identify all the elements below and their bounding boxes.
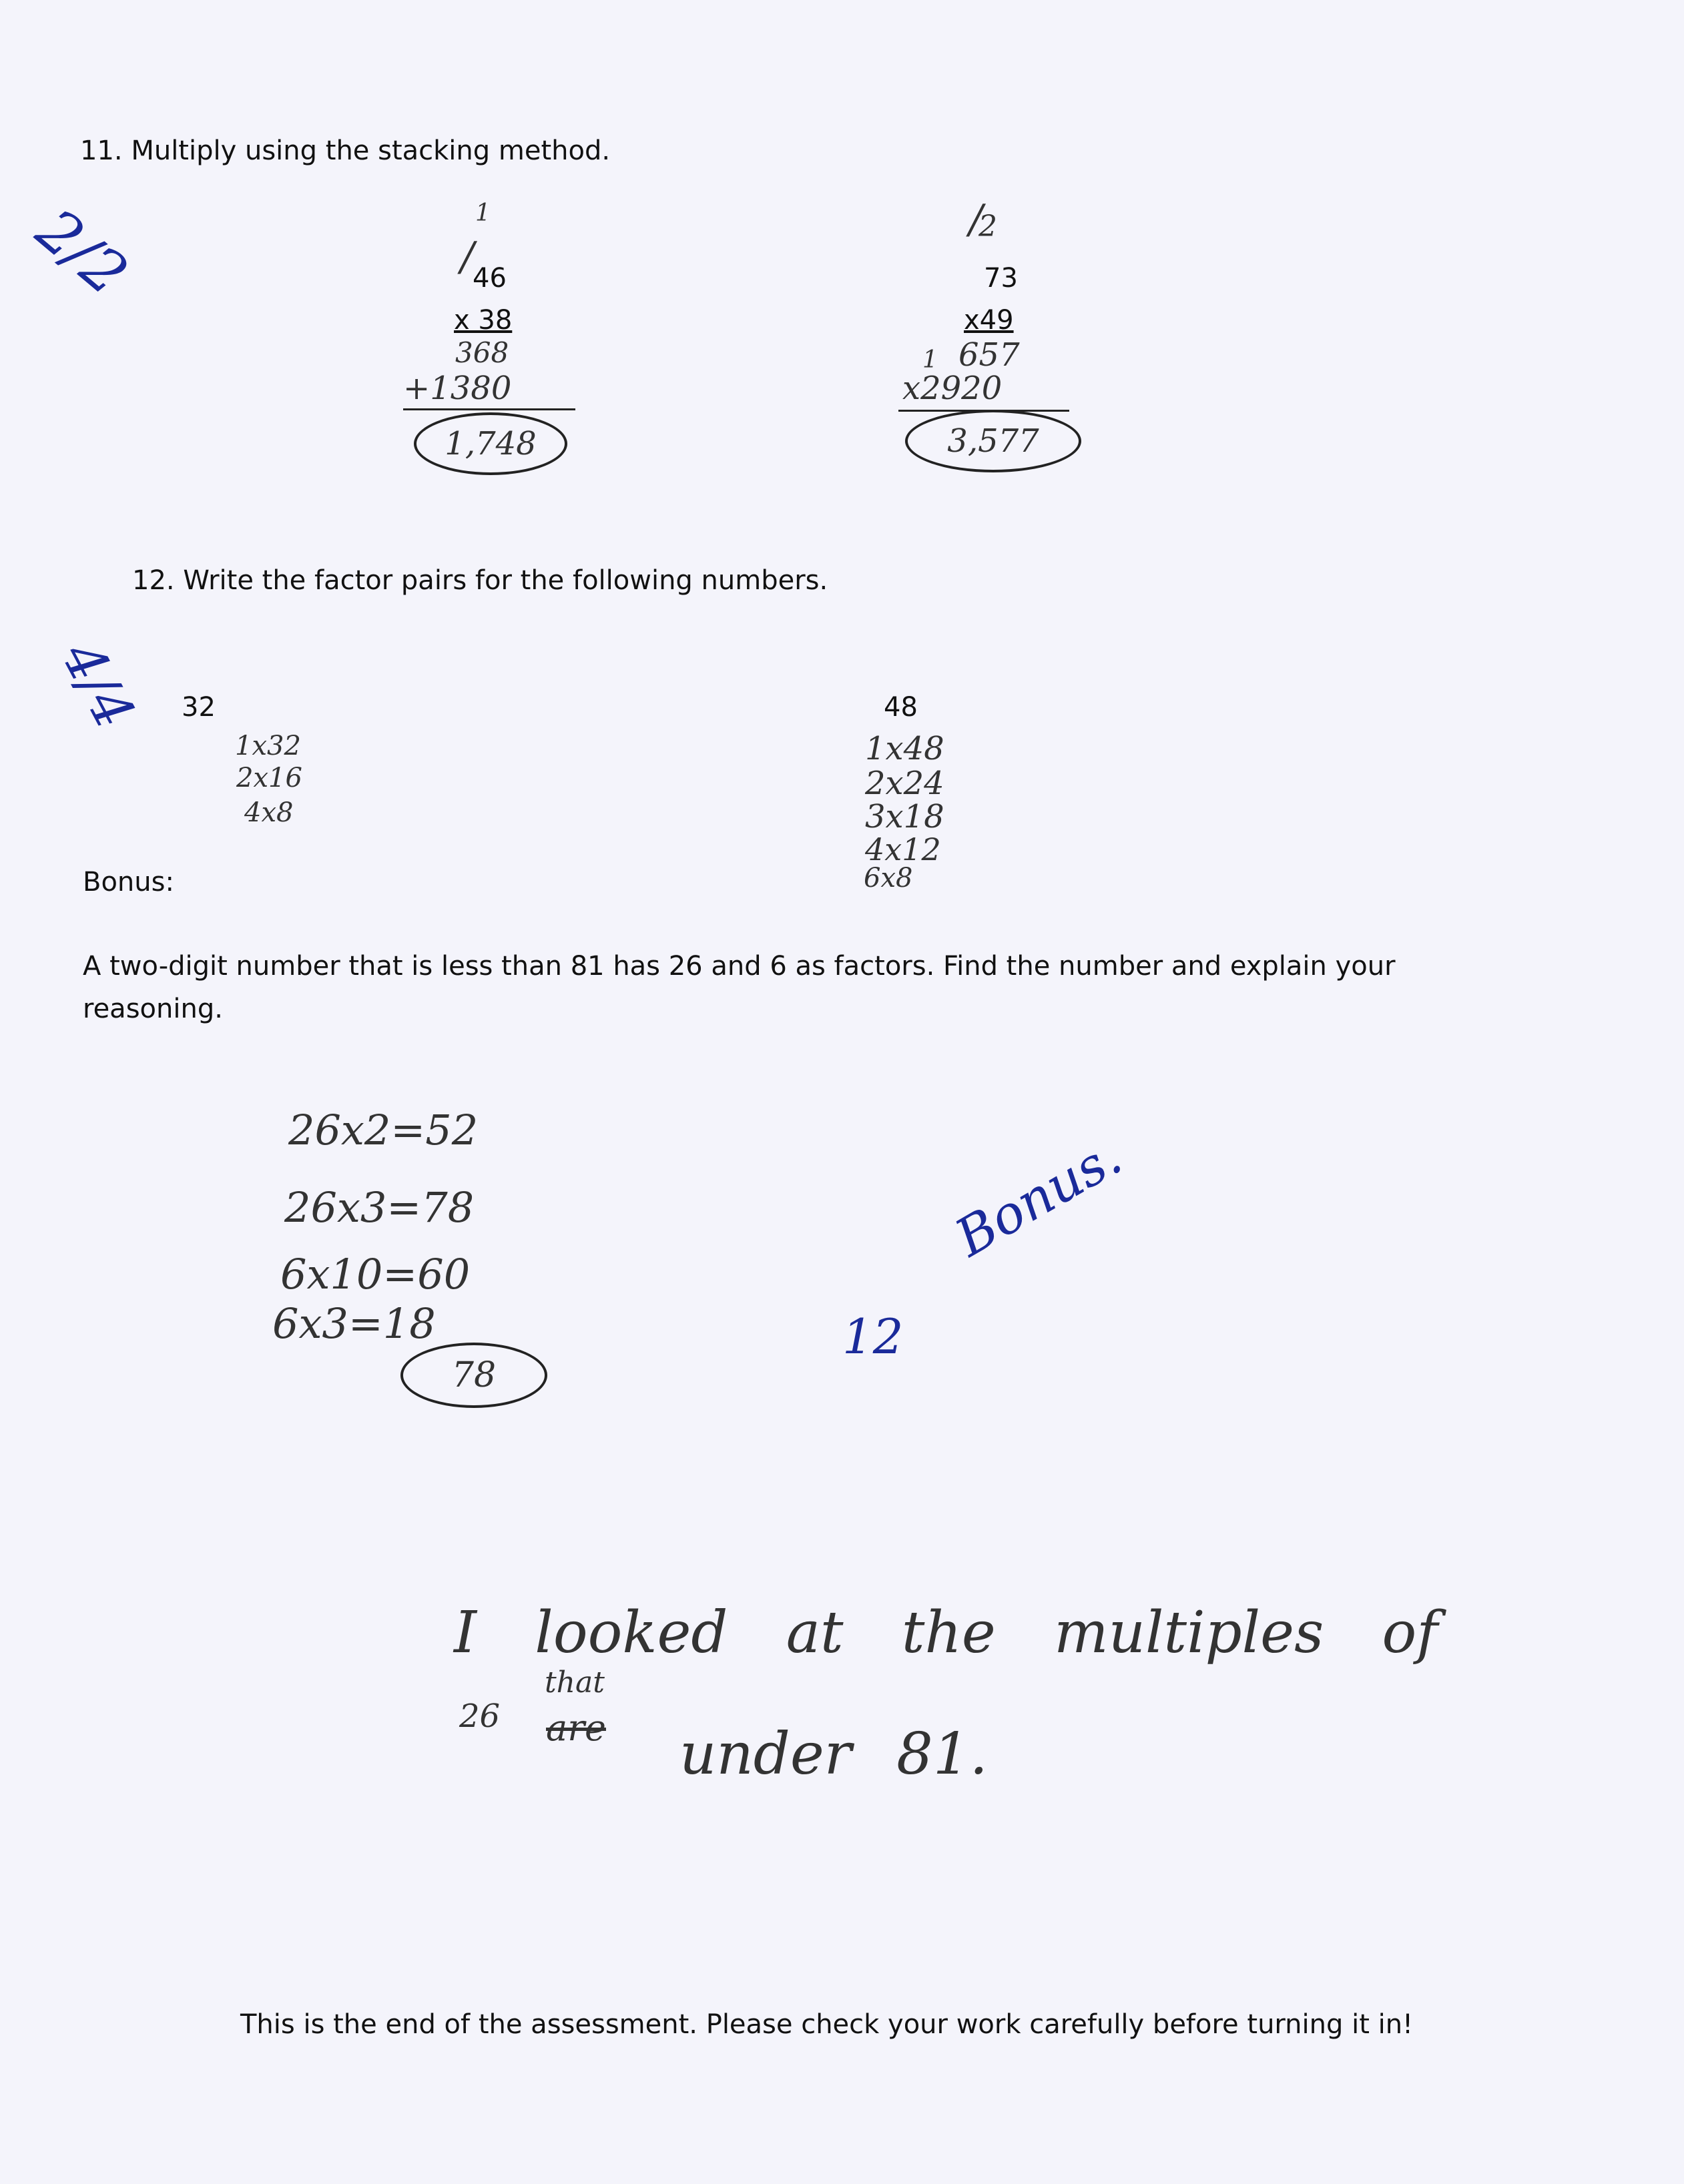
bonus-explanation-insert: that <box>545 1666 605 1700</box>
bonus-explanation-26: 26 <box>459 1698 501 1735</box>
q12a-pair-1: 1x32 <box>235 731 301 761</box>
q12-score: 4/4 <box>49 631 147 739</box>
bonus-work-4: 6x3=18 <box>272 1299 436 1348</box>
bonus-grader-mark: Bonus. <box>946 1126 1132 1269</box>
footer-note: This is the end of the assessment. Please check your work carefully before turning it in! <box>240 2009 1414 2040</box>
bonus-answer-circle <box>400 1343 547 1408</box>
bonus-question-line-2: reasoning. <box>83 994 223 1024</box>
q11a-sum-line <box>403 408 575 410</box>
q11b-multiplier: x49 <box>964 305 1014 336</box>
q12a-pair-3: 4x8 <box>244 797 294 828</box>
q11a-carry: 1 <box>475 200 491 227</box>
q12b-pair-3: 3x18 <box>865 798 944 835</box>
q11a-partial-2: +1380 <box>403 370 512 407</box>
bonus-work-1: 26x2=52 <box>288 1106 479 1154</box>
q11-score: 2/2 <box>24 195 141 309</box>
bonus-work-3: 6x10=60 <box>280 1250 471 1299</box>
q12a-pair-2: 2x16 <box>236 763 302 793</box>
bonus-label: Bonus: <box>83 867 174 897</box>
bonus-grader-score: 12 <box>842 1309 904 1365</box>
q11a-multiplicand-strike: / <box>461 234 475 280</box>
q11b-partial-1-carry: 1 <box>922 346 938 374</box>
bonus-answer: 78 <box>451 1355 497 1395</box>
bonus-work-2: 26x3=78 <box>284 1183 475 1232</box>
q12-prompt: 12. Write the factor pairs for the following numbers. <box>132 565 828 596</box>
q11b-carry: 2 <box>978 210 997 244</box>
q12a-number: 32 <box>182 692 216 723</box>
bonus-explanation-crossed: are <box>546 1707 606 1749</box>
q11a-answer: 1,748 <box>445 425 537 462</box>
q12b-pair-1: 1x48 <box>865 730 944 767</box>
q11b-multiplicand: 73 <box>984 263 1018 294</box>
bonus-explanation-line-2: under 81. <box>679 1721 988 1788</box>
q11b-answer: 3,577 <box>947 422 1039 460</box>
q12b-pair-4: 4x12 <box>865 831 941 867</box>
q11a-partial-1: 368 <box>455 336 509 369</box>
q11-prompt: 11. Multiply using the stacking method. <box>80 135 611 166</box>
q12b-number: 48 <box>884 692 918 723</box>
q12b-pair-5: 6x8 <box>864 863 913 893</box>
bonus-question-line-1: A two-digit number that is less than 81 has 26 and 6 as factors. Find the number and explain your <box>83 951 1396 982</box>
q11a-multiplicand: 46 <box>473 263 507 294</box>
q11b-partial-1: 657 <box>958 336 1020 374</box>
q11b-answer-circle <box>905 410 1081 472</box>
q11b-carry-strike: / <box>969 196 983 243</box>
q12b-pair-2: 2x24 <box>865 765 944 802</box>
q11a-multiplier: x 38 <box>454 305 513 336</box>
bonus-explanation-line-1: I looked at the multiples of <box>454 1599 1438 1666</box>
q11a-answer-circle <box>414 412 567 475</box>
q11b-partial-2: x2920 <box>902 370 1003 407</box>
